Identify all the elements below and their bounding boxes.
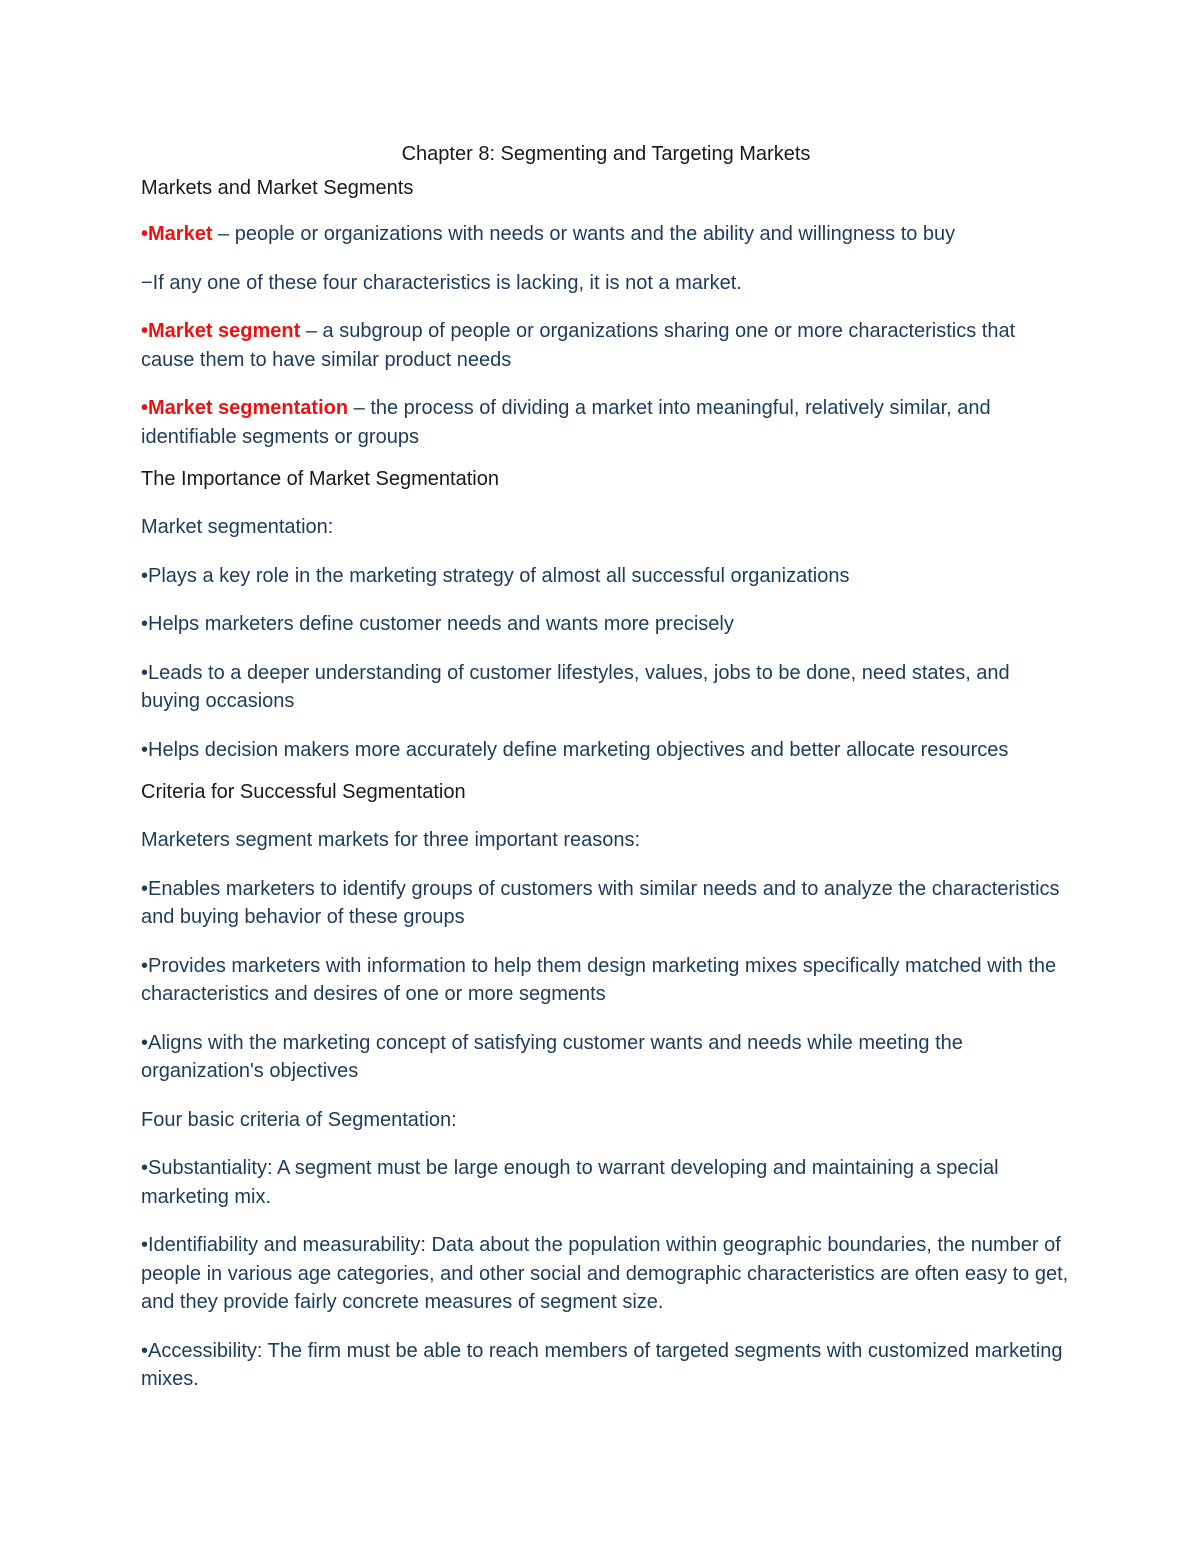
list-item: •Substantiality: A segment must be large enough to warrant developing and maintaining a special marketing mix.	[141, 1157, 999, 1208]
definition-market-segment	[141, 317, 1071, 374]
criteria-intro: Four basic criteria of Segmentation:	[141, 1108, 457, 1131]
list-item: •Helps marketers define customer needs and wants more precisely	[141, 613, 734, 635]
list-item: •Helps decision makers more accurately define marketing objectives and better allocate resources	[141, 738, 1009, 761]
document-page	[141, 140, 1071, 1414]
list-item: •Leads to a deeper understanding of customer lifestyles, values, jobs to be done, need states, and buying occasions	[141, 661, 1010, 712]
importance-intro: Market segmentation:	[141, 516, 334, 538]
reasons-intro: Marketers segment markets for three important reasons:	[141, 829, 641, 851]
list-item: •Identifiability and measurability: Data about the population within geographic boundaries, the number of people in various age categories, and other social and demographic characteristics are often easy to get, and they provide fairly concrete measures of segment size.	[141, 1234, 1069, 1313]
list-item: •Accessibility: The firm must be able to reach members of targeted segments with customized marketing mixes.	[141, 1339, 1063, 1390]
definition-market	[141, 220, 1071, 249]
definition-text: – a subgroup of people or organizations sharing one or more characteristics that cause them to have similar product needs	[141, 320, 1016, 371]
bullet: •	[141, 320, 149, 342]
definition-text: – people or organizations with needs or wants and the ability and willingness to buy	[212, 223, 956, 245]
market-note: −If any one of these four characteristics is lacking, it is not a market.	[141, 271, 742, 294]
bullet: •	[141, 397, 149, 419]
section-heading-importance: The Importance of Market Segmentation	[141, 468, 499, 490]
definition-text: – the process of dividing a market into meaningful, relatively similar, and identifiable segments or groups	[141, 397, 991, 448]
bullet: •	[141, 223, 149, 245]
term-market: Market	[148, 223, 213, 245]
term-market-segmentation: Market segmentation	[148, 397, 349, 419]
page-title: Chapter 8: Segmenting and Targeting Markets	[401, 143, 811, 165]
list-item: •Enables marketers to identify groups of customers with similar needs and to analyze the characteristics and buying behavior of these groups	[141, 877, 1060, 928]
list-item: •Plays a key role in the marketing strategy of almost all successful organizations	[141, 564, 850, 587]
section-heading-criteria: Criteria for Successful Segmentation	[141, 781, 466, 803]
term-market-segment: Market segment	[148, 320, 301, 342]
definition-market-segmentation	[141, 394, 1071, 451]
list-item: •Provides marketers with information to help them design marketing mixes specifically matched with the characteristics and desires of one or more segments	[141, 954, 1057, 1005]
list-item: •Aligns with the marketing concept of satisfying customer wants and needs while meeting the organization's objectives	[141, 1031, 963, 1082]
section-heading-markets: Markets and Market Segments	[141, 177, 414, 199]
